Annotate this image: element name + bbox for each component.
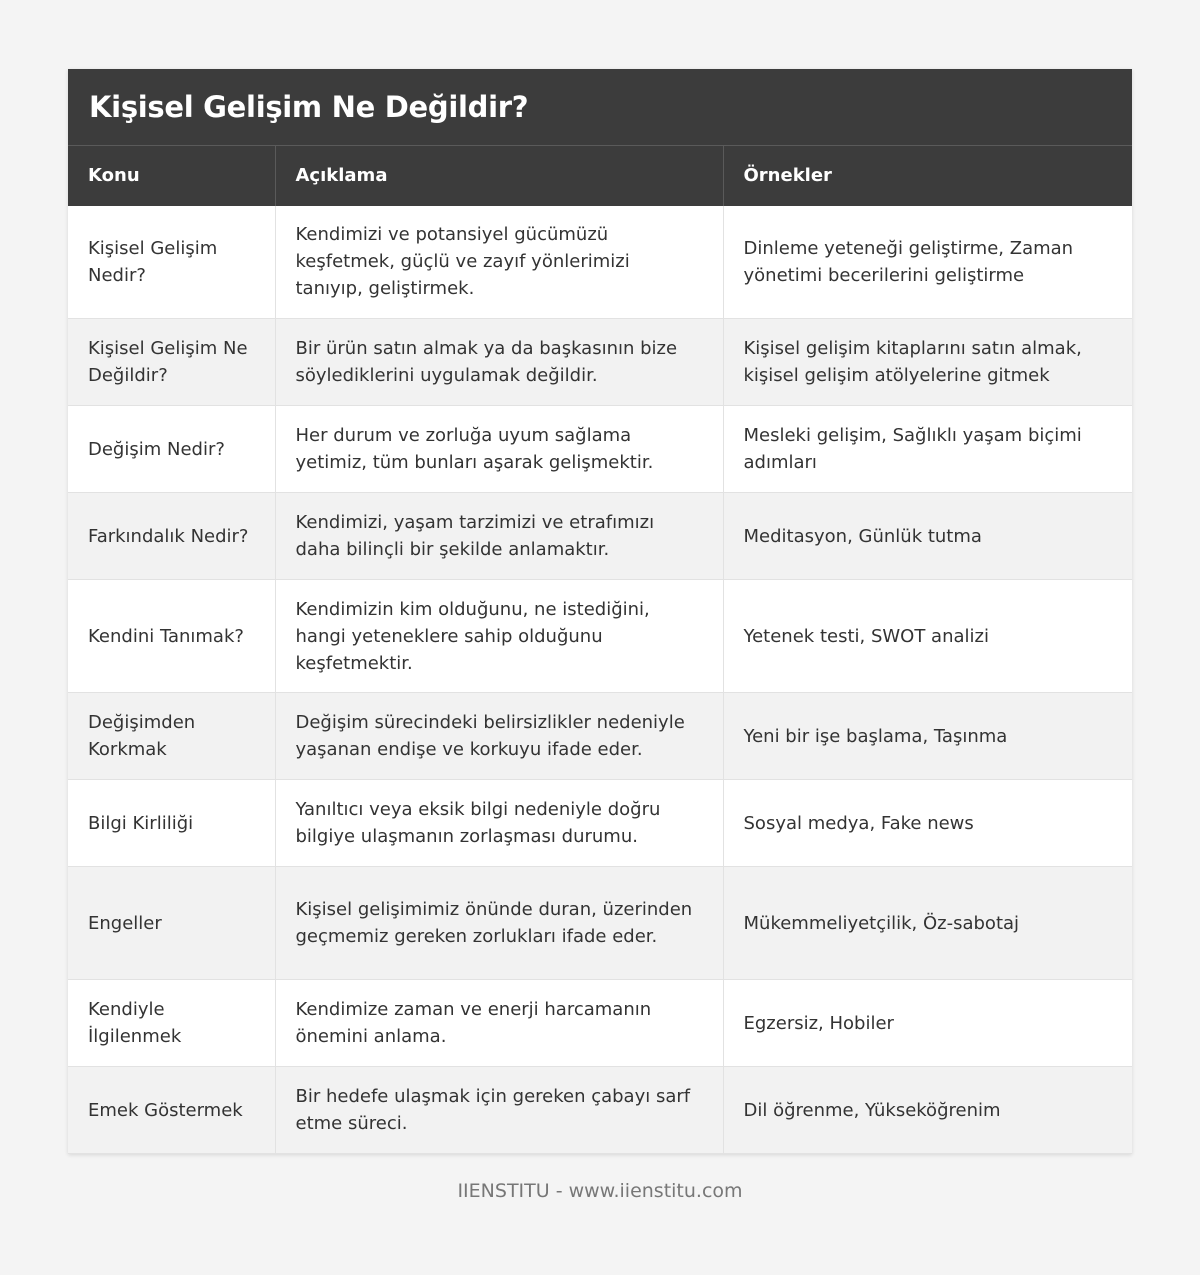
cell-ornekler: Mükemmeliyetçilik, Öz-sabotaj [723,867,1132,980]
cell-aciklama: Kendimizi ve potansiyel gücümüzü keşfetmek, güçlü ve zayıf yönlerimizi tanıyıp, geliştirmek. [275,206,723,319]
cell-aciklama: Yanıltıcı veya eksik bilgi nedeniyle doğru bilgiye ulaşmanın zorlaşması durumu. [275,780,723,867]
cell-konu: Kişisel Gelişim Ne Değildir? [68,319,275,406]
table-row [68,580,1132,693]
table-row [68,780,1132,867]
cell-ornekler: Yetenek testi, SWOT analizi [723,580,1132,693]
table-row [68,693,1132,780]
table-header [68,146,1132,206]
cell-konu: Emek Göstermek [68,1067,275,1154]
cell-aciklama: Kişisel gelişimimiz önünde duran, üzerinden geçmemiz gereken zorlukları ifade eder. [275,867,723,980]
column-header-konu: Konu [68,146,275,206]
cell-konu: Değişim Nedir? [68,406,275,493]
cell-aciklama: Değişim sürecindeki belirsizlikler nedeniyle yaşanan endişe ve korkuyu ifade eder. [275,693,723,780]
cell-konu: Engeller [68,867,275,980]
table-row [68,867,1132,980]
cell-ornekler: Sosyal medya, Fake news [723,780,1132,867]
table-row [68,1067,1132,1154]
footer-credit: IIENSTITU - www.iienstitu.com [457,1180,743,1202]
cell-aciklama: Bir ürün satın almak ya da başkasının bize söylediklerini uygulamak değildir. [275,319,723,406]
cell-aciklama: Bir hedefe ulaşmak için gereken çabayı sarf etme süreci. [275,1067,723,1154]
cell-ornekler: Yeni bir işe başlama, Taşınma [723,693,1132,780]
table-row [68,406,1132,493]
cell-konu: Farkındalık Nedir? [68,493,275,580]
cell-aciklama: Kendimizi, yaşam tarzimizi ve etrafımızı daha bilinçli bir şekilde anlamaktır. [275,493,723,580]
cell-ornekler: Meditasyon, Günlük tutma [723,493,1132,580]
table-row [68,493,1132,580]
table-row [68,319,1132,406]
cell-konu: Kişisel Gelişim Nedir? [68,206,275,319]
cell-aciklama: Kendimizin kim olduğunu, ne istediğini, hangi yeteneklere sahip olduğunu keşfetmektir. [275,580,723,693]
cell-konu: Değişimden Korkmak [68,693,275,780]
table-row [68,980,1132,1067]
table-card [68,69,1132,1154]
table-body [68,206,1132,1154]
column-header-ornekler: Örnekler [723,146,1132,206]
cell-konu: Kendiyle İlgilenmek [68,980,275,1067]
cell-konu: Bilgi Kirliliği [68,780,275,867]
table-title: Kişisel Gelişim Ne Değildir? [68,69,1132,145]
cell-aciklama: Her durum ve zorluğa uyum sağlama yetimiz, tüm bunları aşarak gelişmektir. [275,406,723,493]
column-header-aciklama: Açıklama [275,146,723,206]
table-row [68,206,1132,319]
data-table [68,145,1132,1154]
cell-ornekler: Kişisel gelişim kitaplarını satın almak, kişisel gelişim atölyelerine gitmek [723,319,1132,406]
cell-ornekler: Mesleki gelişim, Sağlıklı yaşam biçimi adımları [723,406,1132,493]
cell-ornekler: Egzersiz, Hobiler [723,980,1132,1067]
cell-ornekler: Dil öğrenme, Yükseköğrenim [723,1067,1132,1154]
header-row [68,146,1132,206]
cell-konu: Kendini Tanımak? [68,580,275,693]
cell-ornekler: Dinleme yeteneği geliştirme, Zaman yönetimi becerilerini geliştirme [723,206,1132,319]
cell-aciklama: Kendimize zaman ve enerji harcamanın önemini anlama. [275,980,723,1067]
